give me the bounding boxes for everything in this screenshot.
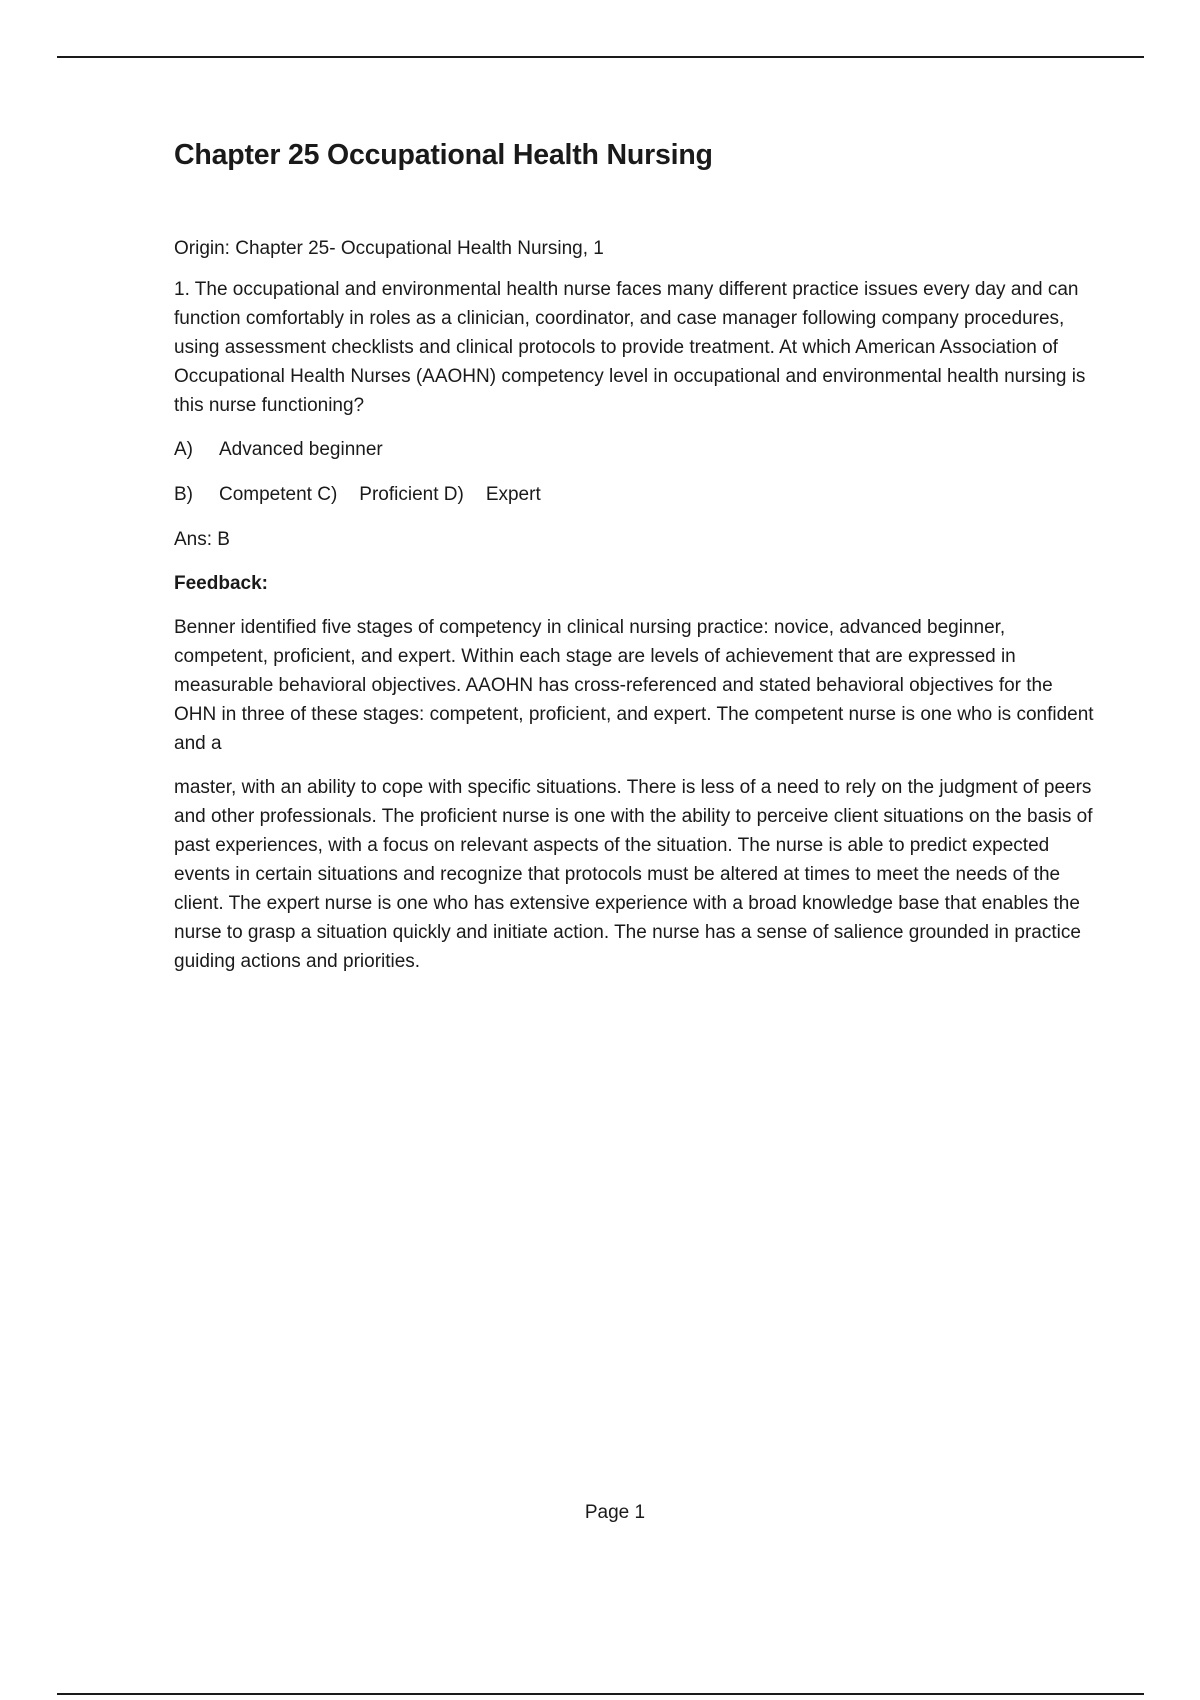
document-body [174,138,1094,991]
option-c-text: Proficient D) [359,484,464,506]
origin-line: Origin: Chapter 25- Occupational Health Nursing, 1 [174,238,604,260]
feedback-label: Feedback: [174,573,268,595]
question-text: 1. The occupational and environmental health nurse faces many different practice issues every day and can function comfortably in roles as a clinician, coordinator, and case manager following company procedures, using assessment checklists and clinical protocols to provide treatment. At which American Association of Occupational Health Nurses (AAOHN) competency level in occupational and environmental health nursing is this nurse functioning? [174,279,1086,417]
option-d-text: Expert [485,484,541,506]
option-a-text: Advanced beginner [219,439,383,461]
page-title: Chapter 25 Occupational Health Nursing [174,139,713,171]
option-a-row [174,435,1094,464]
answer-line: Ans: B [174,529,230,551]
page-number: Page 1 [584,1502,646,1523]
bottom-rule [57,1693,1144,1695]
option-b-letter: B) [174,484,193,506]
option-bcd-row [174,480,1094,509]
feedback-paragraph-1: Benner identified five stages of competency in clinical nursing practice: novice, advanced beginner, competent, proficient, and expert. Within each stage are levels of achievement that are expressed in measurable behavioral objectives. AAOHN has cross-referenced and stated behavioral objectives for the OHN in three of these stages: competent, proficient, and expert. The competent nurse is one who is confident and a [174,617,1094,755]
top-rule [57,56,1144,58]
option-a-letter: A) [174,439,193,461]
option-b-text: Competent C) [219,484,338,506]
feedback-paragraph-2: master, with an ability to cope with specific situations. There is less of a need to rely on the judgment of peers and other professionals. The proficient nurse is one with the ability to perceive client situations on the basis of past experiences, with a focus on relevant aspects of the situation. The nurse is able to predict expected events in certain situations and recognize that protocols must be altered at times to meet the needs of the client. The expert nurse is one who has extensive experience with a broad knowledge base that enables the nurse to grasp a situation quickly and initiate action. The nurse has a sense of salience grounded in practice guiding actions and priorities. [174,777,1093,973]
